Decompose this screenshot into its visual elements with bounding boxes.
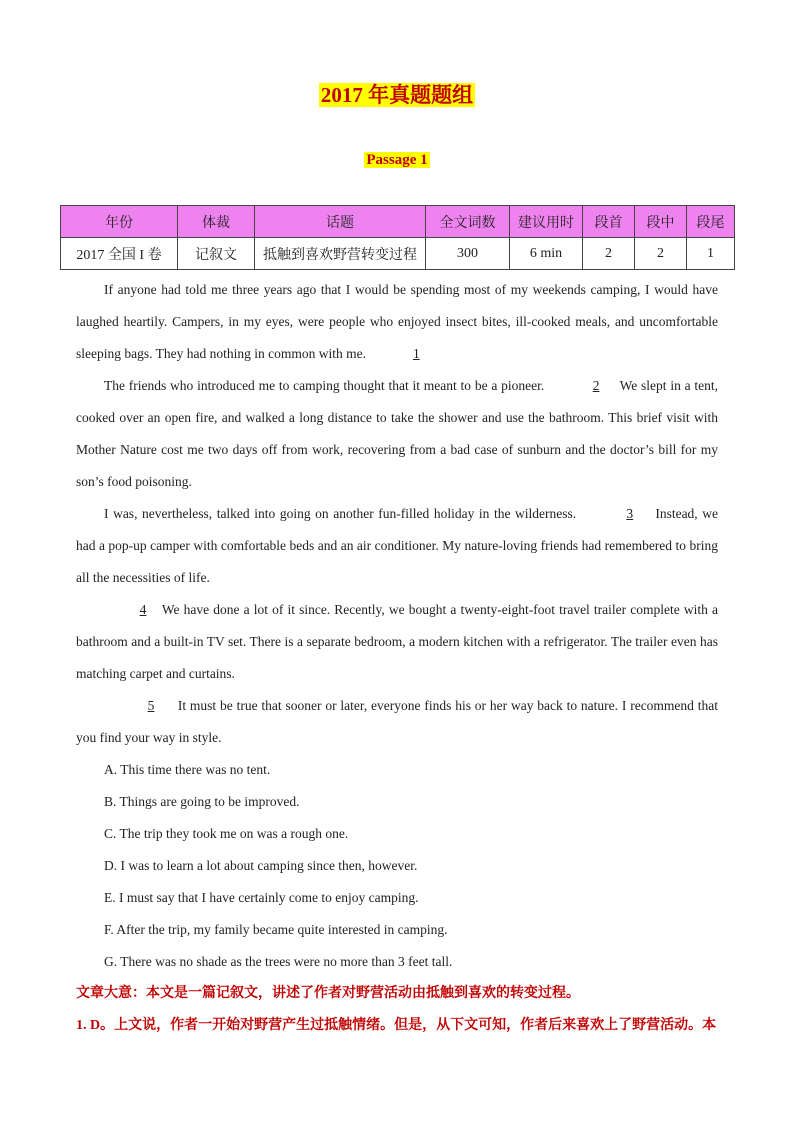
paragraph-1 (76, 274, 718, 370)
blank-2: 2 (592, 378, 600, 393)
option-f: F. After the trip, my family became quite interested in camping. (104, 922, 448, 937)
paragraph-1-text: If anyone had told me three years ago that I would be spending most of my weekends camping, I would have laughed heartily. Campers, in my eyes, were people who enjoyed insect bites, ill-cooked meals, and uncomfortable sleeping bags. They had nothing in common with me. (76, 282, 718, 361)
paragraph-2-text-a: The friends who introduced me to camping thought that it meant to be a pioneer. (104, 378, 545, 393)
option-c: C. The trip they took me on was a rough one. (104, 826, 349, 841)
blank-1: 1 (412, 346, 420, 361)
cell-words: 300 (426, 238, 510, 270)
cell-end: 1 (687, 238, 735, 270)
blank-3: 3 (626, 506, 634, 521)
cell-time: 6 min (510, 238, 583, 270)
paragraph-3-text-b: Instead, we had a pop-up camper with comfortable beds and an air conditioner. My nature-loving friends had remembered to bring all the necessities of life. (76, 506, 719, 585)
option-e: E. I must say that I have certainly come to enjoy camping. (104, 890, 419, 905)
header-cell-middle: 段中 (635, 206, 687, 238)
page-title-text: 2017 年真题题组 (320, 83, 474, 107)
blank-5: 5 (147, 698, 155, 713)
header-cell-time: 建议用时 (510, 206, 583, 238)
header-cell-topic: 话题 (255, 206, 426, 238)
header-cell-words: 全文词数 (426, 206, 510, 238)
cell-year: 2017 全国 I 卷 (61, 238, 178, 270)
cell-topic: 抵触到喜欢野营转变过程 (255, 238, 426, 270)
blank-4: 4 (139, 602, 147, 617)
cell-middle: 2 (635, 238, 687, 270)
paragraph-3 (76, 498, 718, 594)
answer-explanation-1: 1. D。上文说，作者一开始对野营产生过抵触情绪。但是，从下文可知，作者后来喜欢上了野营活动。本 (76, 1018, 717, 1033)
cell-genre: 记叙文 (178, 238, 255, 270)
option-a: A. This time there was no tent. (104, 762, 271, 777)
answer-summary: 文章大意：本文是一篇记叙文，讲述了作者对野营活动由抵触到喜欢的转变过程。 (76, 986, 580, 1001)
table-header-row (61, 206, 735, 238)
passage-title-text: Passage 1 (366, 152, 428, 168)
option-g: G. There was no shade as the trees were no more than 3 feet tall. (104, 954, 453, 969)
header-cell-start: 段首 (583, 206, 635, 238)
header-cell-year: 年份 (61, 206, 178, 238)
paragraph-2-text-b: We slept in a tent, cooked over an open fire, and walked a long distance to take the shower and use the bathroom. This brief visit with Mother Nature cost me two days off from work, recovering from a bad case of sunburn and the doctor’s bill for my son’s food poisoning. (76, 378, 719, 489)
paragraph-4 (76, 594, 718, 690)
paragraph-2 (76, 370, 718, 498)
passage-title (0, 150, 794, 170)
cell-start: 2 (583, 238, 635, 270)
page-title (0, 82, 794, 108)
paragraph-5 (76, 690, 718, 754)
passage-info-table (60, 205, 735, 270)
header-cell-genre: 体裁 (178, 206, 255, 238)
paragraph-3-text-a: I was, nevertheless, talked into going on another fun-filled holiday in the wilderness. (104, 506, 577, 521)
table-row (61, 238, 735, 270)
header-cell-end: 段尾 (687, 206, 735, 238)
option-d: D. I was to learn a lot about camping since then, however. (104, 858, 418, 873)
option-b: B. Things are going to be improved. (104, 794, 300, 809)
paragraph-4-text: We have done a lot of it since. Recently, we bought a twenty-eight-foot travel trailer complete with a bathroom and a built-in TV set. There is a separate bedroom, a modern kitchen with a refrigerator. The trailer even has matching carpet and curtains. (76, 602, 718, 681)
paragraph-5-text: It must be true that sooner or later, everyone finds his or her way back to nature. I recommend that you find your way in style. (76, 698, 719, 745)
